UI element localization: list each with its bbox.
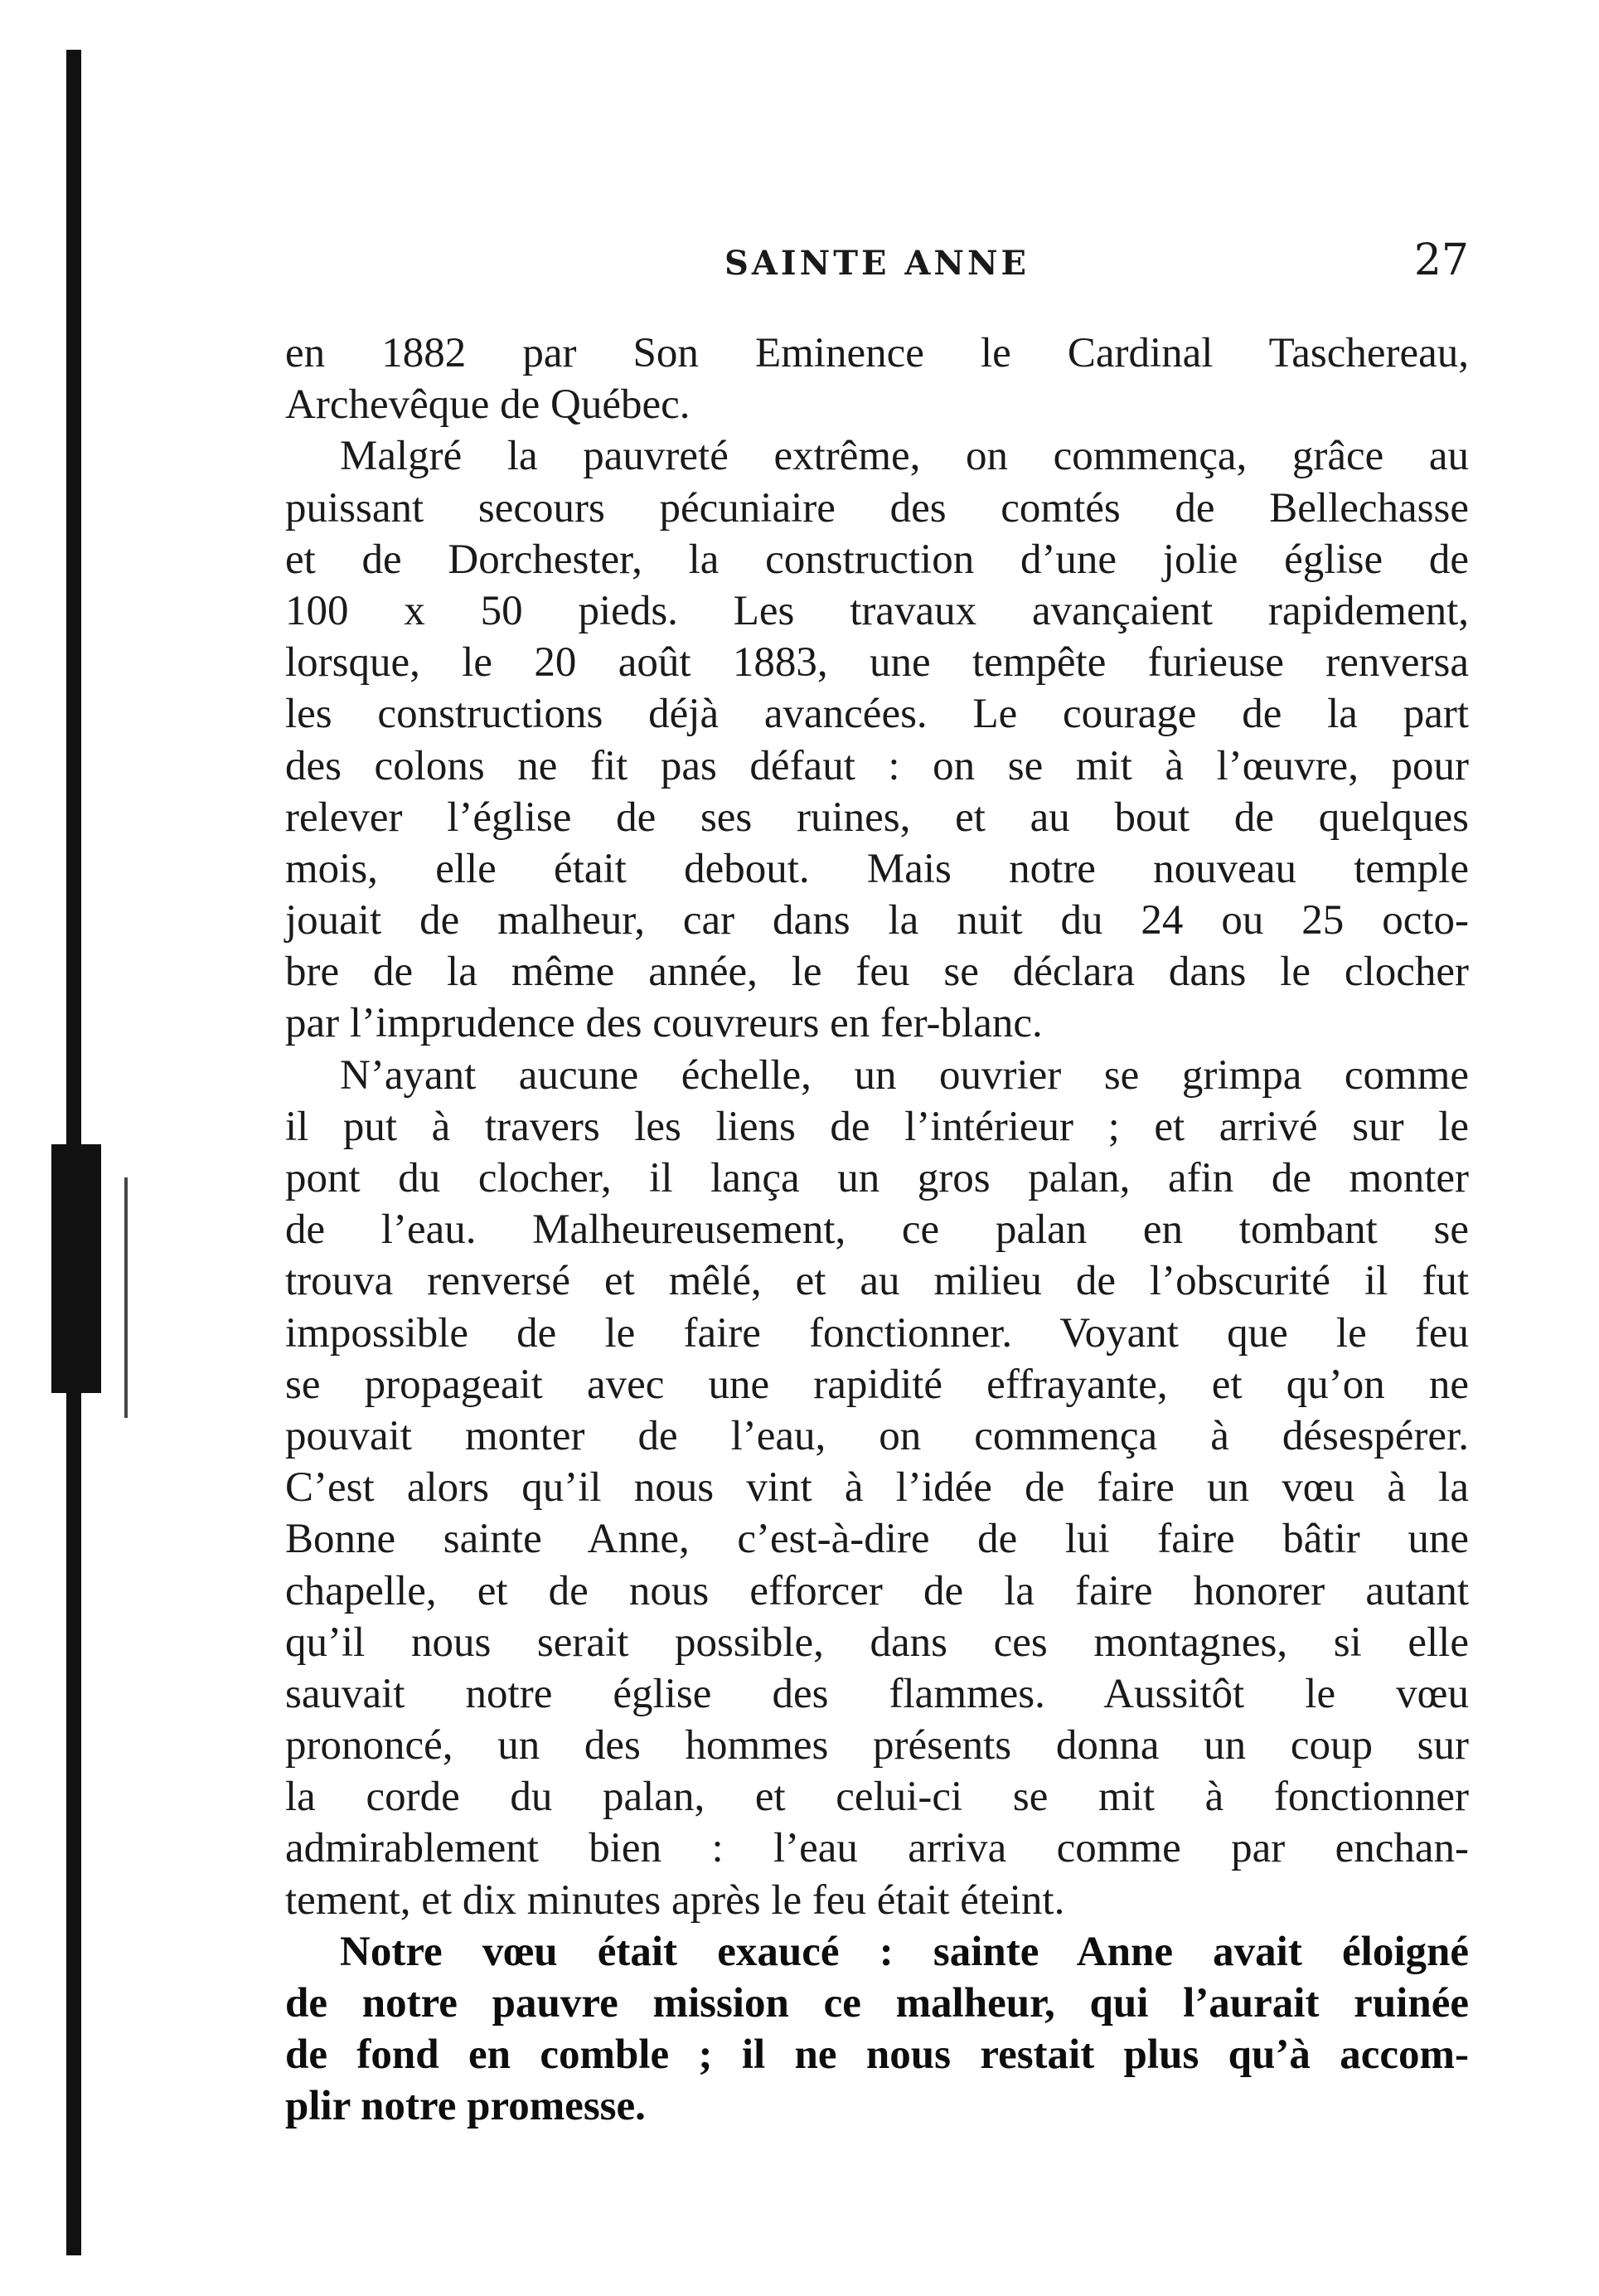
text-line: de l’eau. Malheureusement, ce palan en tombant se xyxy=(285,1206,1469,1254)
text-line: se propageait avec une rapidité effrayante, et qu’on ne xyxy=(285,1361,1469,1408)
text-line: N’ayant aucune échelle, un ouvrier se grimpa comme xyxy=(340,1051,1469,1099)
text-line: Notre vœu était exaucé : sainte Anne avait éloigné xyxy=(340,1928,1469,1975)
text-line: en 1882 par Son Eminence le Cardinal Taschereau, xyxy=(285,330,1469,376)
running-head xyxy=(285,235,1469,289)
text-line: pouvait monter de l’eau, on commença à désespérer. xyxy=(285,1412,1469,1459)
text-line: bre de la même année, le feu se déclara dans le clocher xyxy=(285,949,1469,996)
text-line: relever l’église de ses ruines, et au bout de quelques xyxy=(285,794,1469,841)
text-line: mois, elle était debout. Mais notre nouveau temple xyxy=(285,845,1469,892)
text-line: 100 x 50 pieds. Les travaux avançaient rapidement, xyxy=(285,587,1469,634)
binding-shadow-line xyxy=(124,1177,128,1418)
text-line: de notre pauvre mission ce malheur, qui l’aurait ruinée xyxy=(285,1980,1469,2027)
text-line: sauvait notre église des flammes. Aussitôt le vœu xyxy=(285,1670,1469,1717)
text-line: chapelle, et de nous efforcer de la faire honorer autant xyxy=(285,1567,1469,1614)
text-line: impossible de le faire fonctionner. Voyant que le feu xyxy=(285,1309,1469,1357)
page-number: 27 xyxy=(1413,235,1469,285)
text-line: qu’il nous serait possible, dans ces montagnes, si elle xyxy=(285,1619,1469,1666)
binding-blot xyxy=(51,1144,101,1393)
text-line: admirablement bien : l’eau arriva comme par enchan- xyxy=(285,1825,1469,1872)
text-line: il put à travers les liens de l’intérieur ; et arrivé sur le xyxy=(285,1103,1469,1150)
text-line: de fond en comble ; il ne nous restait plus qu’à accom- xyxy=(285,2031,1469,2079)
running-title: SAINTE ANNE xyxy=(724,244,1030,283)
text-line: puissant secours pécuniaire des comtés de Bellechasse xyxy=(285,484,1469,532)
text-line: jouait de malheur, car dans la nuit du 24 ou 25 octo- xyxy=(285,897,1469,944)
text-line: par l’imprudence des couvreurs en fer-blanc. xyxy=(285,1000,1043,1047)
text-line: plir notre promesse. xyxy=(285,2083,646,2130)
text-line: pont du clocher, il lança un gros palan, afin de monter xyxy=(285,1155,1469,1201)
text-line: prononcé, un des hommes présents donna un coup sur xyxy=(285,1722,1469,1769)
page-text xyxy=(285,328,1469,2133)
text-line: et de Dorchester, la construction d’une jolie église de xyxy=(285,536,1469,583)
text-line: des colons ne fit pas défaut : on se mit à l’œuvre, pour xyxy=(285,742,1469,789)
text-line: Malgré la pauvreté extrême, on commença, grâce au xyxy=(340,433,1469,480)
text-line: Bonne sainte Anne, c’est-à-dire de lui faire bâtir une xyxy=(285,1516,1469,1563)
text-line: Archevêque de Québec. xyxy=(285,381,690,429)
text-line: lorsque, le 20 août 1883, une tempête furieuse renversa xyxy=(285,639,1469,687)
text-line: la corde du palan, et celui-ci se mit à fonctionner xyxy=(285,1774,1469,1821)
text-line: les constructions déjà avancées. Le courage de la part xyxy=(285,691,1469,738)
text-line: C’est alors qu’il nous vint à l’idée de faire un vœu à la xyxy=(285,1464,1469,1512)
text-line: trouva renversé et mêlé, et au milieu de l’obscurité il fut xyxy=(285,1258,1469,1305)
text-line: tement, et dix minutes après le feu était éteint. xyxy=(285,1876,1065,1924)
